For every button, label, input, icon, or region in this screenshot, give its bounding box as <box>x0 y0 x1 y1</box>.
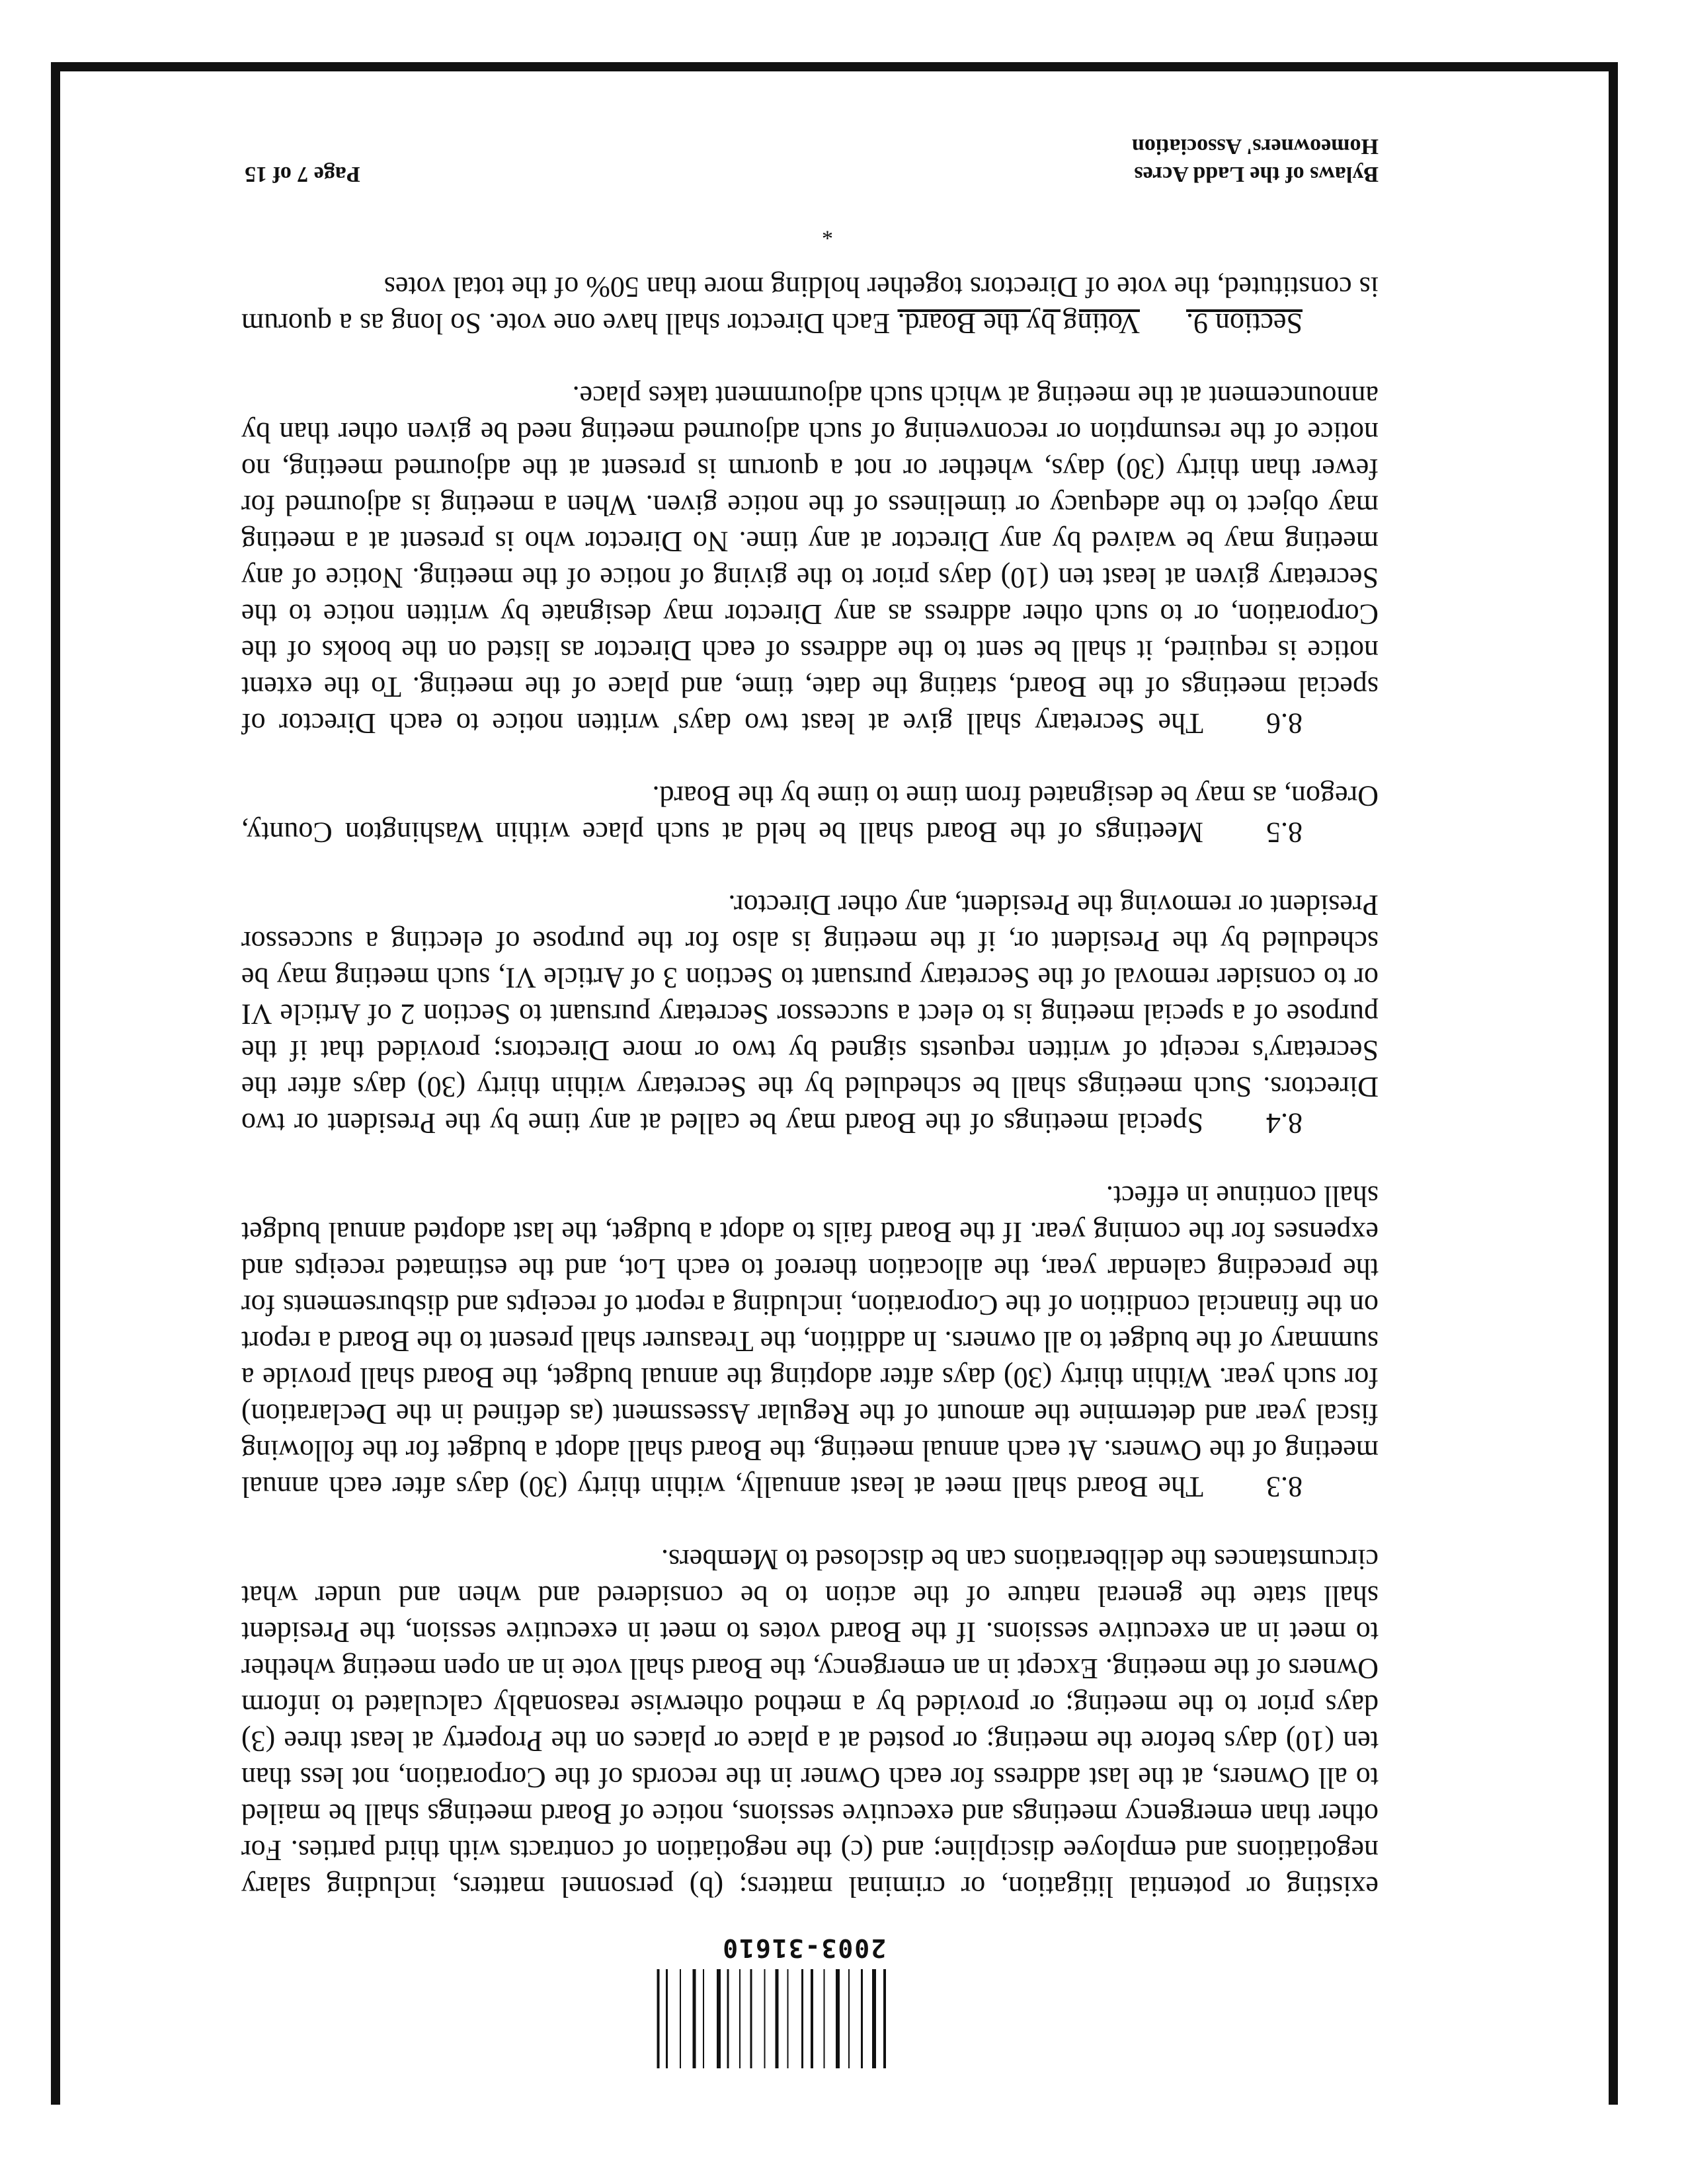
page-mark: * <box>822 219 833 244</box>
barcode-bar <box>883 1969 886 2068</box>
barcode-bar <box>801 1969 803 2068</box>
paragraph-number: 8.5 <box>1266 816 1303 849</box>
section-text: Each Director shall have one vote. So long as a quorum is constituted, the vote of Directors together holding more than 50% of the total votes <box>241 271 1379 340</box>
footer-title-line-2: Homeowners' Association <box>1131 134 1379 159</box>
barcode-bar <box>727 1969 729 2068</box>
barcode-number: 2003-31610 <box>721 1933 886 1963</box>
paragraph-8-6 <box>241 378 1379 742</box>
paragraph-8-3 <box>241 1178 1379 1505</box>
section-label: Section 9. <box>1186 307 1303 340</box>
document-body <box>241 233 1379 1905</box>
barcode-bar <box>764 1969 766 2068</box>
barcode-bar <box>657 1969 660 2068</box>
barcode-bar <box>693 1969 696 2068</box>
paragraph-text: Meetings of the Board shall be held at such place within Washington County, Oregon, as may be designated from time to time by the Board. <box>241 780 1379 849</box>
paragraph-number: 8.3 <box>1266 1471 1303 1503</box>
footer-page-number: Page 7 of 15 <box>245 162 360 186</box>
barcode-stamp <box>622 1933 886 2068</box>
barcode-bar <box>666 1969 668 2068</box>
barcode-icon <box>622 1969 886 2068</box>
paragraph-text: The Board shall meet at least annually, within thirty (30) days after each annual meeting of the Owners. At each annual meeting, the Board shall adopt a budget for the following fiscal year and determine the amount of the Regular Assessment (as defined in the Declaration) for such year. Within thirty (30) days after adopting the annual budget, the Board shall provide a summary of the budget to all owners. In addition, the Treasurer shall present to the Board a report on the financial condition of the Corporation, including a report of receipts and disbursements for the preceding calendar year, the allocation thereof to each Lot, and the estimated receipts and expenses for the coming year. If the Board fails to adopt a budget, the last adopted annual budget shall continue in effect. <box>241 1180 1379 1503</box>
paragraph-8-4 <box>241 887 1379 1142</box>
barcode-bar <box>872 1969 876 2068</box>
paragraph-8-5 <box>241 778 1379 851</box>
section-9 <box>241 269 1379 342</box>
barcode-bar <box>776 1969 779 2068</box>
barcode-bar <box>750 1969 752 2068</box>
barcode-bar <box>680 1969 681 2068</box>
barcode-bar <box>836 1969 840 2068</box>
footer-document-title <box>1132 132 1379 188</box>
barcode-bar <box>703 1969 704 2068</box>
paragraph-number: 8.4 <box>1266 1107 1303 1140</box>
paragraph-text: Special meetings of the Board may be called at any time by the President or two Directors. Such meetings shall be scheduled by the Secretary within thirty (30) days after the Secretary's receipt of written requests signed by two or more Directors; provided that if the purpose of a special meeting is to elect a successor Secretary pursuant to Section 2 of Article VI or to consider removal of the Secretary pursuant to Section 3 of Article VI, such meeting may be scheduled by the President or, if the meeting is also for the purpose of electing a successor President or removing the President, any other Director. <box>241 889 1379 1140</box>
paragraph-number: 8.6 <box>1266 707 1303 740</box>
section-title: Voting by the Board. <box>897 307 1141 340</box>
barcode-bar <box>824 1969 825 2068</box>
paragraph-text: The Secretary shall give at least two days' written notice to each Director of special meetings of the Board, stating the date, time, and place of the meeting. To the extent notice is required, it shall be sent to the address of each Director as listed on the books of the Corporation, or to such other address as any Director may designate by written notice to the Secretary given at least ten (10) days prior to the giving of notice of the meeting. Notice of any meeting may be waived by any Director at any time. No Director who is present at a meeting may object to the adequacy or timeliness of the notice given. When a meeting is adjourned for fewer than thirty (30) days, whether or not a quorum is present at the adjourned meeting, no notice of the resumption or reconvening of such adjourned meeting need be given other than by announcement at the meeting at which such adjournment takes place. <box>241 380 1379 740</box>
barcode-bar <box>787 1969 789 2068</box>
barcode-bar <box>848 1969 850 2068</box>
footer-title-line-1: Bylaws of the Ladd Acres <box>1134 162 1379 186</box>
paragraph-continued: existing or potential litigation, or criminal matters; (b) personnel matters, including salary negotiations and employee discipline; and (c) the negotiation of contracts with third parties. For other than emergency meetings and executive sessions, notice of Board meetings shall be mailed to all Owners, at the last address for each Owner in the records of the Corporation, not less than ten (10) days before the meeting; or posted at a place or places on the Property at least three (3) days prior to the meeting; or provided by a method otherwise reasonably calculated to inform Owners of the meeting. Except in an emergency, the Board shall vote in an open meeting whether to meet in an executive sessions. If the Board votes to meet in executive session, the President shall state the general nature of the action to be considered and when and under what circumstances the deliberations can be disclosed to Members. <box>241 1543 1379 1903</box>
barcode-bar <box>811 1969 813 2068</box>
barcode-bar <box>739 1969 741 2068</box>
barcode-bar <box>861 1969 863 2068</box>
barcode-bar <box>717 1969 721 2068</box>
